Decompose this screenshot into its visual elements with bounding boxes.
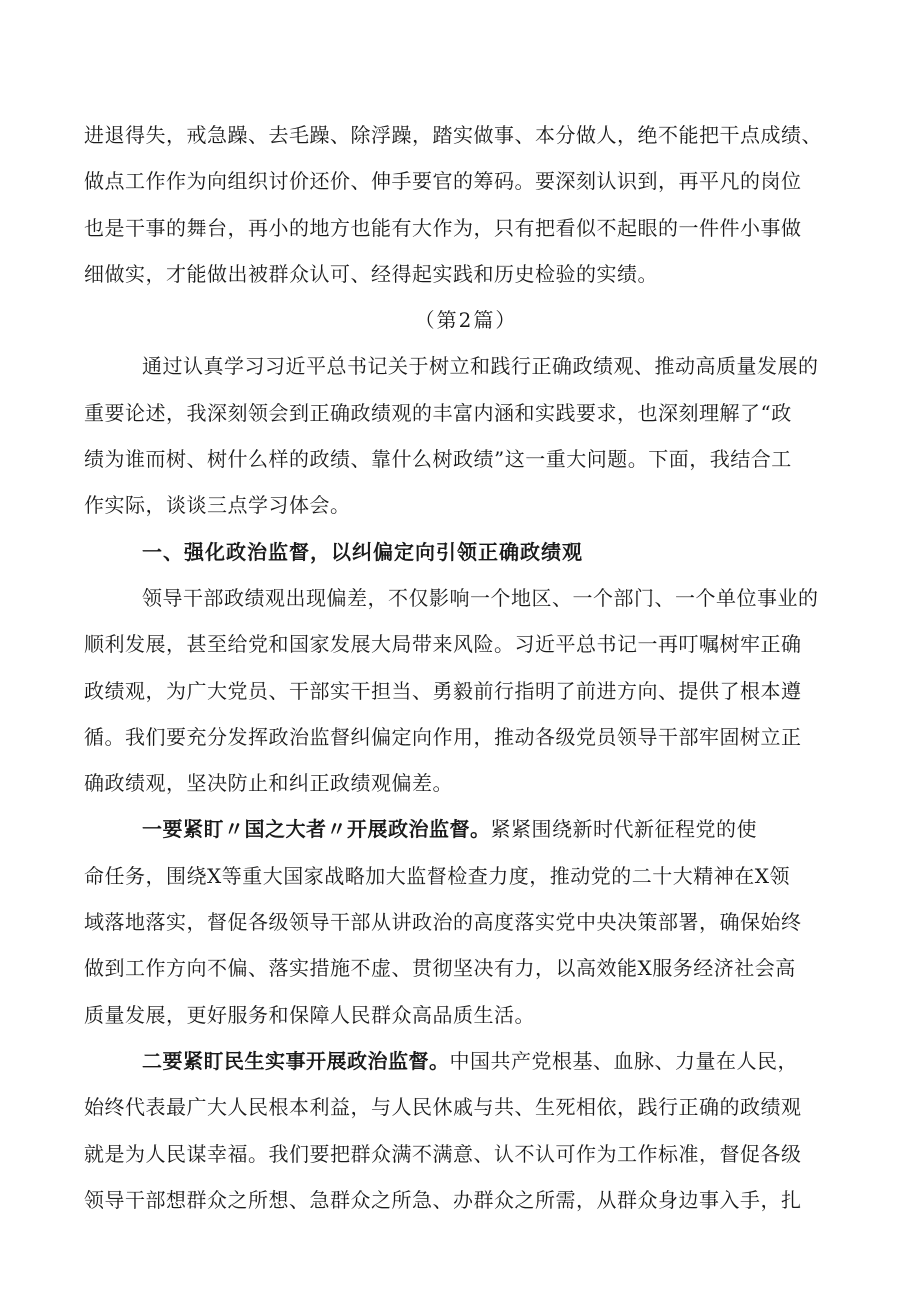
text-line: 域落地落实，督促各级领导干部从讲政治的高度落实党中央决策部署，确保始终 xyxy=(84,910,802,935)
text-line: 领导干部想群众之所想、急群众之所急、办群众之所需，从群众身边事入手，扎 xyxy=(84,1187,802,1212)
paragraph-lead: 一要紧盯〃国之大者〃开展政治监督。 xyxy=(142,817,491,842)
text-line xyxy=(84,1038,848,1084)
paragraph-3 xyxy=(84,1038,848,1223)
paragraph-lead-rest: 中国共产党根基、血脉、力量在人民， xyxy=(449,1048,798,1073)
paragraph-intro xyxy=(84,343,848,528)
text-line: 作实际，谈谈三点学习体会。 xyxy=(84,493,351,518)
text-line: 领导干部政绩观出现偏差，不仅影响一个地区、一个部门、一个单位事业的 xyxy=(142,585,819,610)
text-line: 绩为谁而树、树什么样的政绩、靠什么树政绩”这一重大问题。下面，我结合工 xyxy=(84,447,792,472)
text-line: 始终代表最广大人民根本利益，与人民休戚与共、生死相依，践行正确的政绩观 xyxy=(84,1095,802,1120)
paragraph-previous xyxy=(84,112,848,297)
section-title: （第2篇） xyxy=(414,308,518,333)
text-line: 进退得失，戒急躁、去毛躁、除浮躁，踏实做事、本分做人，绝不能把干点成绩、 xyxy=(84,123,822,147)
paragraph-1 xyxy=(84,575,848,806)
heading-1: 一、强化政治监督，以纠偏定向引领正确政绩观 xyxy=(142,539,583,564)
text-line: 做点工作作为向组织讨价还价、伸手要官的筹码。要深刻认识到，再平凡的岗位 xyxy=(84,169,802,194)
text-line: 政绩观，为广大党员、干部实干担当、勇毅前行指明了前进方向、提供了根本遵 xyxy=(84,678,802,703)
text-line: 顺利发展，甚至给党和国家发展大局带来风险。习近平总书记一再叮嘱树牢正确 xyxy=(84,632,802,657)
text-line: 就是为人民谋幸福。我们要把群众满不满意、认不认可作为工作标准，督促各级 xyxy=(84,1141,802,1166)
text-line: 做到工作方向不偏、落实措施不虚、贯彻坚决有力，以高效能X服务经济社会高 xyxy=(84,956,796,981)
paragraph-lead: 二要紧盯民生实事开展政治监督。 xyxy=(142,1048,450,1073)
text-line: 循。我们要充分发挥政治监督纠偏定向作用，推动各级党员领导干部牢固树立正 xyxy=(84,724,802,749)
paragraph-2 xyxy=(84,806,848,1037)
text-line: 通过认真学习习近平总书记关于树立和践行正确政绩观、推动高质量发展的 xyxy=(142,354,819,379)
text-line: 也是干事的舞台，再小的地方也能有大作为，只有把看似不起眼的一件件小事做 xyxy=(84,215,802,240)
text-line: 命任务，围绕X等重大国家战略加大监督检查力度，推动党的二十大精神在X领 xyxy=(84,863,790,888)
text-line: 细做实，才能做出被群众认可、经得起实践和历史检验的实绩。 xyxy=(84,261,658,286)
text-line: 重要论述，我深刻领会到正确政绩观的丰富内涵和实践要求，也深刻理解了“政 xyxy=(84,400,792,425)
text-line: 质量发展，更好服务和保障人民群众高品质生活。 xyxy=(84,1002,535,1027)
text-line: 确政绩观，坚决防止和纠正政绩观偏差。 xyxy=(84,771,453,796)
paragraph-lead-rest: 紧紧围绕新时代新征程党的使 xyxy=(490,817,757,842)
text-line xyxy=(84,806,848,852)
